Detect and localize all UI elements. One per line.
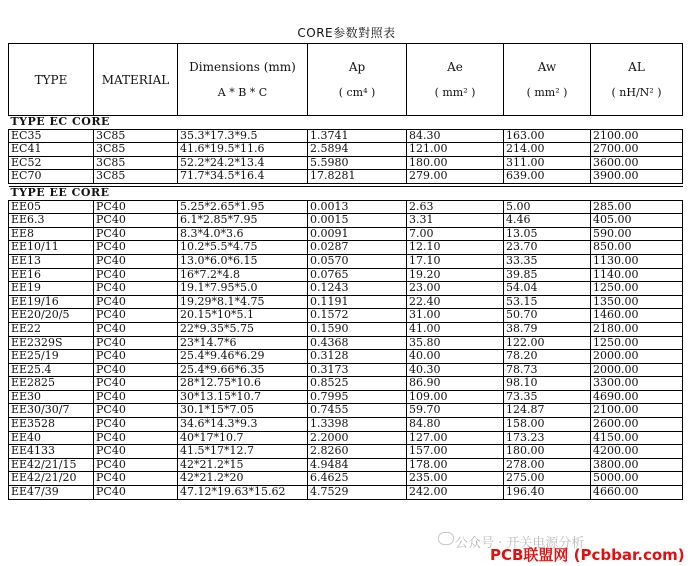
table-row (9, 390, 683, 404)
cell-ap: 0.4368 (308, 336, 407, 350)
cell-aw: 180.00 (504, 445, 591, 459)
cell-type: EC35 (9, 129, 94, 143)
table-row (9, 418, 683, 432)
cell-aw: 4.46 (504, 214, 591, 228)
cell-type: EE20/20/5 (9, 309, 94, 323)
cell-dimensions: 5.25*2.65*1.95 (178, 200, 308, 214)
cell-material: PC40 (94, 486, 178, 500)
cell-type: EE19 (9, 282, 94, 296)
cell-ap: 0.0765 (308, 268, 407, 282)
cell-al: 4150.00 (591, 431, 683, 445)
cell-material: PC40 (94, 268, 178, 282)
cell-ap: 1.3741 (308, 129, 407, 143)
wechat-icon (438, 532, 454, 545)
cell-aw: 78.73 (504, 363, 591, 377)
cell-ae: 235.00 (407, 472, 504, 486)
cell-ae: 121.00 (407, 143, 504, 157)
cell-aw: 122.00 (504, 336, 591, 350)
cell-material: PC40 (94, 390, 178, 404)
cell-material: PC40 (94, 431, 178, 445)
table-row (9, 295, 683, 309)
cell-material: 3C85 (94, 156, 178, 170)
table-row (9, 200, 683, 214)
section-label: TYPE EC CORE (9, 116, 683, 130)
cell-dimensions: 40*17*10.7 (178, 431, 308, 445)
cell-dimensions: 25.4*9.46*6.29 (178, 350, 308, 364)
cell-dimensions: 8.3*4.0*3.6 (178, 227, 308, 241)
cell-ae: 127.00 (407, 431, 504, 445)
cell-al: 3300.00 (591, 377, 683, 391)
cell-ap: 4.9484 (308, 458, 407, 472)
cell-aw: 13.05 (504, 227, 591, 241)
table-row (9, 458, 683, 472)
cell-ae: 23.00 (407, 282, 504, 296)
cell-ap: 0.3173 (308, 363, 407, 377)
cell-al: 1250.00 (591, 336, 683, 350)
table-row (9, 336, 683, 350)
table-row (9, 227, 683, 241)
cell-type: EE22 (9, 322, 94, 336)
cell-al: 1140.00 (591, 268, 683, 282)
cell-type: EE6.3 (9, 214, 94, 228)
cell-material: PC40 (94, 322, 178, 336)
cell-type: EE19/16 (9, 295, 94, 309)
table-row (9, 404, 683, 418)
cell-dimensions: 30.1*15*7.05 (178, 404, 308, 418)
cell-material: PC40 (94, 295, 178, 309)
cell-ap: 17.8281 (308, 170, 407, 184)
cell-ae: 41.00 (407, 322, 504, 336)
section-header-row (9, 186, 683, 200)
cell-type: EE42/21/15 (9, 458, 94, 472)
cell-aw: 214.00 (504, 143, 591, 157)
cell-ap: 2.5894 (308, 143, 407, 157)
cell-ap: 0.8525 (308, 377, 407, 391)
cell-al: 5000.00 (591, 472, 683, 486)
cell-ae: 84.30 (407, 129, 504, 143)
cell-al: 2000.00 (591, 350, 683, 364)
cell-dimensions: 41.6*19.5*11.6 (178, 143, 308, 157)
cell-ap: 0.7995 (308, 390, 407, 404)
table-row (9, 377, 683, 391)
cell-aw: 53.15 (504, 295, 591, 309)
table-row (9, 156, 683, 170)
cell-ap: 2.8260 (308, 445, 407, 459)
cell-type: EE42/21/20 (9, 472, 94, 486)
cell-dimensions: 20.15*10*5.1 (178, 309, 308, 323)
cell-aw: 124.87 (504, 404, 591, 418)
cell-material: PC40 (94, 336, 178, 350)
cell-material: PC40 (94, 282, 178, 296)
cell-aw: 639.00 (504, 170, 591, 184)
cell-dimensions: 34.6*14.3*9.3 (178, 418, 308, 432)
cell-al: 2100.00 (591, 404, 683, 418)
cell-aw: 39.85 (504, 268, 591, 282)
cell-dimensions: 47.12*19.63*15.62 (178, 486, 308, 500)
cell-al: 4200.00 (591, 445, 683, 459)
cell-ap: 2.2000 (308, 431, 407, 445)
cell-type: EE47/39 (9, 486, 94, 500)
cell-al: 2000.00 (591, 363, 683, 377)
table-row (9, 322, 683, 336)
cell-aw: 38.79 (504, 322, 591, 336)
cell-type: EE3528 (9, 418, 94, 432)
cell-aw: 163.00 (504, 129, 591, 143)
cell-ap: 0.1572 (308, 309, 407, 323)
cell-ae: 59.70 (407, 404, 504, 418)
table-row (9, 254, 683, 268)
cell-material: 3C85 (94, 170, 178, 184)
cell-ae: 31.00 (407, 309, 504, 323)
cell-ap: 0.3128 (308, 350, 407, 364)
cell-ap: 5.5980 (308, 156, 407, 170)
table-row (9, 129, 683, 143)
cell-ap: 0.0015 (308, 214, 407, 228)
cell-dimensions: 10.2*5.5*4.75 (178, 241, 308, 255)
cell-ae: 2.63 (407, 200, 504, 214)
cell-ae: 22.40 (407, 295, 504, 309)
cell-ae: 7.00 (407, 227, 504, 241)
cell-aw: 73.35 (504, 390, 591, 404)
cell-al: 590.00 (591, 227, 683, 241)
cell-ae: 19.20 (407, 268, 504, 282)
cell-material: PC40 (94, 254, 178, 268)
cell-dimensions: 19.29*8.1*4.75 (178, 295, 308, 309)
cell-aw: 196.40 (504, 486, 591, 500)
table-row (9, 214, 683, 228)
cell-material: PC40 (94, 214, 178, 228)
cell-ap: 0.1191 (308, 295, 407, 309)
cell-dimensions: 42*21.2*20 (178, 472, 308, 486)
cell-aw: 278.00 (504, 458, 591, 472)
cell-al: 4660.00 (591, 486, 683, 500)
cell-al: 1350.00 (591, 295, 683, 309)
cell-aw: 275.00 (504, 472, 591, 486)
cell-type: EC70 (9, 170, 94, 184)
table-row (9, 241, 683, 255)
header-material: MATERIAL (94, 44, 178, 116)
cell-ae: 242.00 (407, 486, 504, 500)
cell-al: 3900.00 (591, 170, 683, 184)
cell-type: EE10/11 (9, 241, 94, 255)
cell-material: PC40 (94, 363, 178, 377)
table-row (9, 486, 683, 500)
table-row (9, 282, 683, 296)
cell-material: PC40 (94, 472, 178, 486)
table-row (9, 143, 683, 157)
header-row (9, 44, 683, 116)
cell-type: EE8 (9, 227, 94, 241)
cell-type: EE13 (9, 254, 94, 268)
cell-ap: 0.0091 (308, 227, 407, 241)
cell-type: EE2825 (9, 377, 94, 391)
cell-al: 3800.00 (591, 458, 683, 472)
section-header-row (9, 116, 683, 130)
cell-aw: 98.10 (504, 377, 591, 391)
cell-type: EE4133 (9, 445, 94, 459)
cell-type: EE25.4 (9, 363, 94, 377)
core-parameter-table (8, 43, 683, 500)
cell-ap: 0.0287 (308, 241, 407, 255)
cell-al: 2100.00 (591, 129, 683, 143)
table-row (9, 268, 683, 282)
cell-ap: 0.0013 (308, 200, 407, 214)
section-label: TYPE EE CORE (9, 186, 683, 200)
cell-ae: 178.00 (407, 458, 504, 472)
table-row (9, 431, 683, 445)
cell-aw: 173.23 (504, 431, 591, 445)
cell-material: PC40 (94, 309, 178, 323)
cell-ap: 0.0570 (308, 254, 407, 268)
cell-al: 1250.00 (591, 282, 683, 296)
table-row (9, 170, 683, 184)
cell-ap: 4.7529 (308, 486, 407, 500)
cell-ap: 0.1590 (308, 322, 407, 336)
header-aw: Aw ( mm² ) (504, 44, 591, 116)
cell-ae: 84.80 (407, 418, 504, 432)
cell-dimensions: 35.3*17.3*9.5 (178, 129, 308, 143)
cell-dimensions: 13.0*6.0*6.15 (178, 254, 308, 268)
cell-material: PC40 (94, 350, 178, 364)
cell-type: EE30/30/7 (9, 404, 94, 418)
cell-ae: 180.00 (407, 156, 504, 170)
cell-ae: 109.00 (407, 390, 504, 404)
cell-dimensions: 30*13.15*10.7 (178, 390, 308, 404)
cell-aw: 50.70 (504, 309, 591, 323)
cell-material: PC40 (94, 404, 178, 418)
cell-al: 2600.00 (591, 418, 683, 432)
cell-material: PC40 (94, 227, 178, 241)
table-body (9, 116, 683, 500)
table-row (9, 363, 683, 377)
cell-dimensions: 19.1*7.95*5.0 (178, 282, 308, 296)
cell-al: 850.00 (591, 241, 683, 255)
cell-ae: 12.10 (407, 241, 504, 255)
cell-dimensions: 41.5*17*12.7 (178, 445, 308, 459)
cell-type: EC52 (9, 156, 94, 170)
cell-dimensions: 28*12.75*10.6 (178, 377, 308, 391)
cell-aw: 23.70 (504, 241, 591, 255)
cell-aw: 78.20 (504, 350, 591, 364)
cell-dimensions: 52.2*24.2*13.4 (178, 156, 308, 170)
cell-al: 285.00 (591, 200, 683, 214)
cell-ae: 157.00 (407, 445, 504, 459)
cell-ae: 86.90 (407, 377, 504, 391)
cell-type: EE16 (9, 268, 94, 282)
cell-material: PC40 (94, 200, 178, 214)
watermark-site: PCB联盟网 (Pcbbar.com) (490, 546, 685, 564)
cell-aw: 158.00 (504, 418, 591, 432)
cell-al: 1130.00 (591, 254, 683, 268)
cell-al: 1460.00 (591, 309, 683, 323)
cell-dimensions: 22*9.35*5.75 (178, 322, 308, 336)
cell-dimensions: 42*21.2*15 (178, 458, 308, 472)
cell-dimensions: 16*7.2*4.8 (178, 268, 308, 282)
cell-al: 2180.00 (591, 322, 683, 336)
header-type: TYPE (9, 44, 94, 116)
cell-type: EC41 (9, 143, 94, 157)
cell-ap: 6.4625 (308, 472, 407, 486)
cell-ap: 1.3398 (308, 418, 407, 432)
cell-ae: 35.80 (407, 336, 504, 350)
cell-type: EE25/19 (9, 350, 94, 364)
cell-al: 2700.00 (591, 143, 683, 157)
header-ap: Ap ( cm⁴ ) (308, 44, 407, 116)
cell-aw: 311.00 (504, 156, 591, 170)
cell-ap: 0.1243 (308, 282, 407, 296)
table-row (9, 350, 683, 364)
cell-material: PC40 (94, 241, 178, 255)
cell-al: 3600.00 (591, 156, 683, 170)
watermark-text: 公众号 · 开关电源分析 (455, 536, 585, 551)
table-row (9, 445, 683, 459)
cell-material: PC40 (94, 377, 178, 391)
cell-material: PC40 (94, 418, 178, 432)
cell-al: 4690.00 (591, 390, 683, 404)
cell-ae: 279.00 (407, 170, 504, 184)
cell-dimensions: 71.7*34.5*16.4 (178, 170, 308, 184)
cell-type: EE2329S (9, 336, 94, 350)
cell-aw: 5.00 (504, 200, 591, 214)
cell-material: 3C85 (94, 129, 178, 143)
cell-type: EE30 (9, 390, 94, 404)
table-row (9, 309, 683, 323)
cell-material: PC40 (94, 458, 178, 472)
cell-ae: 40.00 (407, 350, 504, 364)
cell-dimensions: 23*14.7*6 (178, 336, 308, 350)
cell-ap: 0.7455 (308, 404, 407, 418)
cell-al: 405.00 (591, 214, 683, 228)
cell-dimensions: 25.4*9.66*6.35 (178, 363, 308, 377)
header-al: AL ( nH/N² ) (591, 44, 683, 116)
cell-type: EE40 (9, 431, 94, 445)
cell-dimensions: 6.1*2.85*7.95 (178, 214, 308, 228)
header-dimensions: Dimensions (mm) A * B * C (178, 44, 308, 116)
cell-aw: 33.35 (504, 254, 591, 268)
cell-material: PC40 (94, 445, 178, 459)
cell-type: EE05 (9, 200, 94, 214)
header-ae: Ae ( mm² ) (407, 44, 504, 116)
cell-ae: 17.10 (407, 254, 504, 268)
cell-ae: 40.30 (407, 363, 504, 377)
cell-aw: 54.04 (504, 282, 591, 296)
cell-ae: 3.31 (407, 214, 504, 228)
table-row (9, 472, 683, 486)
cell-material: 3C85 (94, 143, 178, 157)
table-title: CORE参数對照表 (297, 26, 396, 40)
